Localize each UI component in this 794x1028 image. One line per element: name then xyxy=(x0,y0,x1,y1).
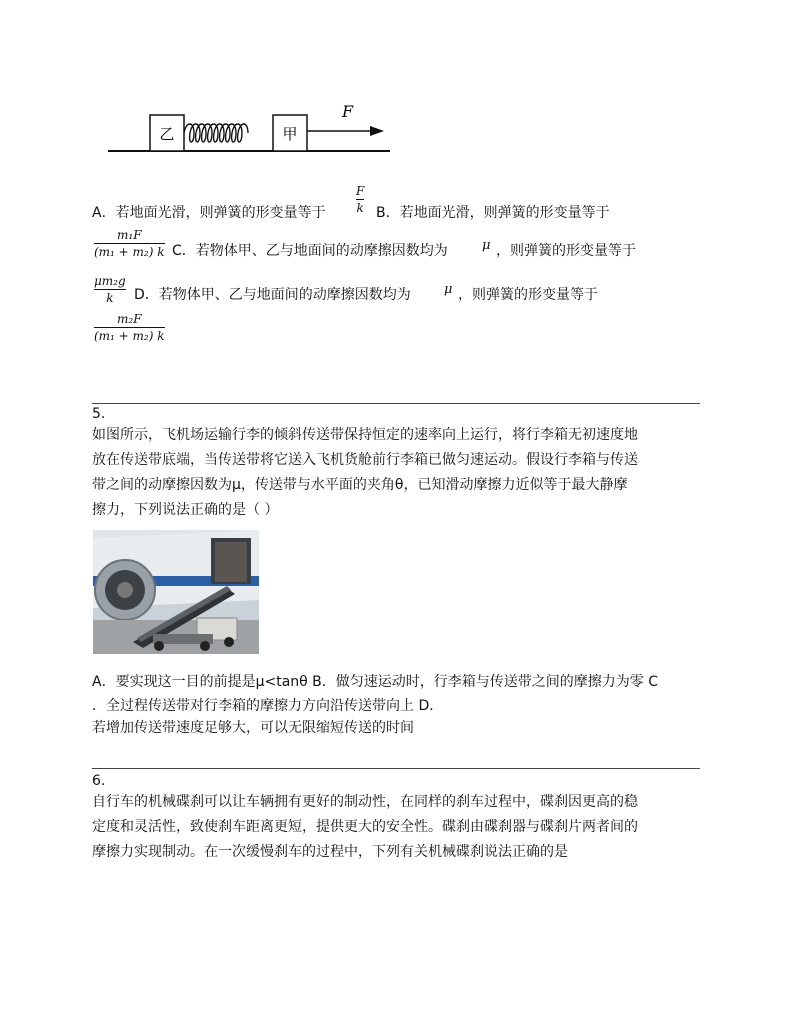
option-d-tail: ，则弹簧的形变量等于 xyxy=(458,287,598,303)
fraction-a xyxy=(356,183,364,216)
fraction-b-numerator: m₁F xyxy=(117,228,142,242)
fraction-a-numerator: F xyxy=(356,184,365,198)
option-c-text: C．若物体甲、乙与地面间的动摩擦因数均为 xyxy=(172,243,448,259)
question-5-number: 5. xyxy=(92,406,106,422)
force-arrowhead xyxy=(370,126,384,136)
spring xyxy=(184,124,248,142)
question-6-line-2: 定度和灵活性，致使刹车距离更短，提供更大的安全性。碟刹由碟刹器与碟刹片两者间的 xyxy=(92,819,638,835)
question-5-option-line-3: 若增加传送带速度足够大，可以无限缩短传送的时间 xyxy=(92,720,414,736)
fraction-c-numerator: μm₂g xyxy=(94,274,126,288)
divider-q5 xyxy=(92,403,700,404)
option-a-text: A．若地面光滑，则弹簧的形变量等于 xyxy=(92,205,326,221)
mu-symbol-c: μ xyxy=(482,238,491,253)
option-b-text: B．若地面光滑，则弹簧的形变量等于 xyxy=(376,205,610,221)
fraction-a-denominator: k xyxy=(356,201,364,215)
fraction-d-row xyxy=(92,311,712,351)
divider-q6 xyxy=(92,768,700,769)
question-5-line-2: 放在传送带底端，当传送带将它送入飞机货舱前行李箱已做匀速运动。假设行李箱与传送 xyxy=(92,452,638,468)
question-5-option-line-1: A．要实现这一目的前提是μ<tanθ B．做匀速运动时，行李箱与传送带之间的摩擦力为零 C xyxy=(92,674,658,690)
block-jia-label: 甲 xyxy=(282,125,298,143)
question-6-line-1: 自行车的机械碟刹可以让车辆拥有更好的制动性，在同样的刹车过程中，碟刹因更高的稳 xyxy=(92,794,638,810)
mu-symbol-d: μ xyxy=(444,282,453,297)
question-6 xyxy=(92,772,712,865)
force-label: F xyxy=(342,102,354,121)
fraction-d-denominator: (m₁ + m₂) k xyxy=(94,329,165,343)
question-5-option-line-2: ．全过程传送带对行李箱的摩擦力方向沿传送带向上 D． xyxy=(92,698,444,714)
fraction-b-denominator: (m₁ + m₂) k xyxy=(94,245,165,259)
fraction-c xyxy=(94,273,126,306)
question-5-line-1: 如图所示，飞机场运输行李的倾斜传送带保持恒定的速率向上运行，将行李箱无初速度地 xyxy=(92,427,638,443)
question-5-line-3: 带之间的动摩擦因数为μ，传送带与水平面的夹角θ，已知滑动摩擦力近似等于最大静摩 xyxy=(92,477,628,493)
airport-conveyor-photo xyxy=(93,530,259,654)
option-a-row xyxy=(92,183,712,221)
option-d-text: D．若物体甲、乙与地面间的动摩擦因数均为 xyxy=(134,287,411,303)
question-6-number: 6. xyxy=(92,773,106,789)
option-c-row xyxy=(92,227,712,273)
option-c-tail: ，则弹簧的形变量等于 xyxy=(496,243,636,259)
question-5-options xyxy=(92,670,712,739)
spring-blocks-diagram xyxy=(100,95,400,157)
q4-options xyxy=(92,183,712,351)
fraction-c-denominator: k xyxy=(106,291,114,305)
question-5 xyxy=(92,405,712,523)
fraction-d xyxy=(94,311,165,344)
option-d-row xyxy=(92,273,712,311)
fraction-b xyxy=(94,227,165,260)
question-5-line-4: 擦力，下列说法正确的是（ ） xyxy=(92,502,279,518)
question-6-line-3: 摩擦力实现制动。在一次缓慢刹车的过程中，下列有关机械碟刹说法正确的是 xyxy=(92,844,568,860)
block-yi-label: 乙 xyxy=(159,125,175,143)
fraction-d-numerator: m₂F xyxy=(117,312,142,326)
